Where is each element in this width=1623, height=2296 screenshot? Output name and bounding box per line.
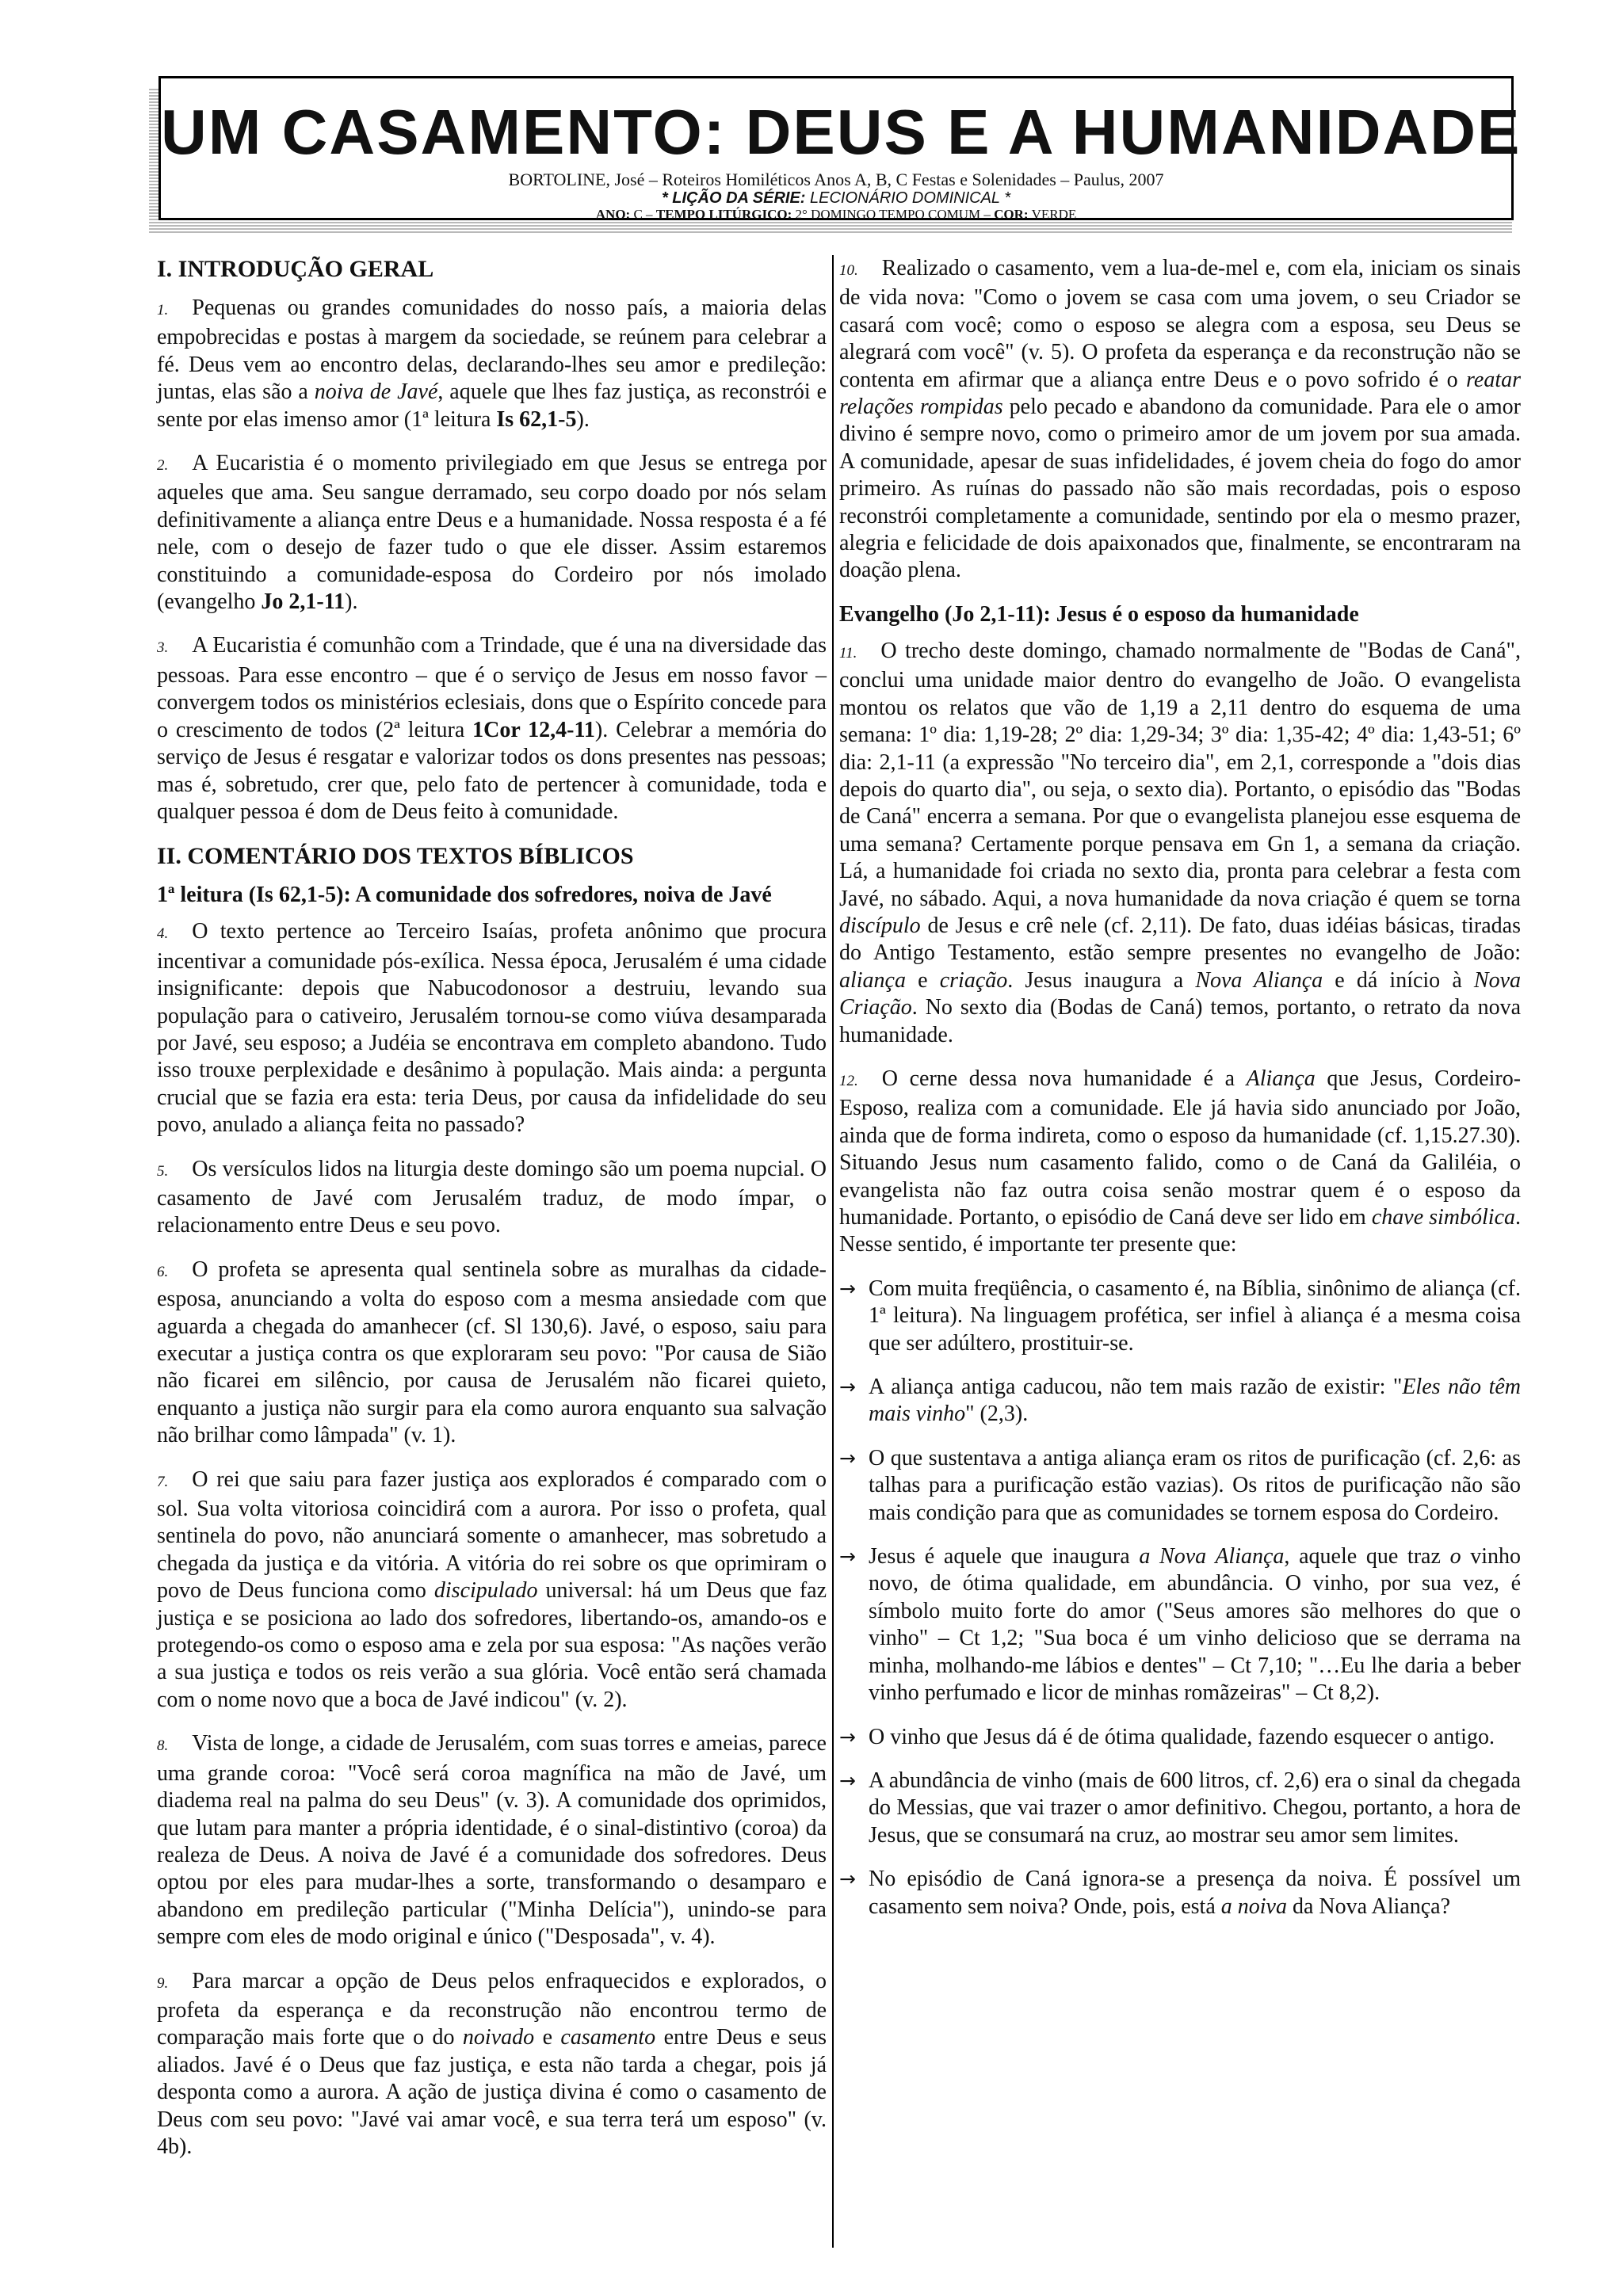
bullet-item: → O vinho que Jesus dá é de ótima qualidade, fazendo esquecer o antigo. bbox=[839, 1724, 1521, 1751]
bullet-item: → A aliança antiga caducou, não tem mais razão de existir: "Eles não têm mais vinho" (2,3). bbox=[839, 1375, 1521, 1427]
source-citation: BORTOLINE, José – Roteiros Homiléticos Anos A, B, C Festas e Solenidades – Paulus, 2007 bbox=[508, 170, 1164, 189]
paragraph-8: 8. Vista de longe, a cidade de Jerusalém, com suas torres e ameias, parece uma grande coroa: "Você será coroa magnífica na mão de Javé, um diadema real na palma do seu Deus" (v. 3). A comunidade dos oprimidos, que lutam para manter a própria identidade, é o sinal-distintivo (coroa) da realeza de Deus. A noiva de Javé é a comunidade dos sofredores. Deus optou por eles para mudar-lhes a sorte, transformando o desamparo e abandono em predileção particular ("Minha Delícia"), unindo-se para sempre com eles de modo original e único ("Desposada", v. 4). bbox=[157, 1731, 827, 1950]
paragraph-11: 11. O trecho deste domingo, chamado normalmente de "Bodas de Caná", conclui uma unidade maior dentro do evangelho de João. O evangelista montou os relatos que vão de 1,19 a 2,11 dentro do esquema de uma semana: 1º dia: 1,19-28; 2º dia: 1,29-34; 3º dia: 1,35-42; 4º dia: 1,43-51; 6º dia: 2,1-11 (a expressão "No terceiro dia", em 2,1, corresponde a "dois dias depois do quarto dia", ou seja, o sexto dia). Portanto, o episódio das "Bodas de Caná" encerra a semana. Por que o evangelista planejou esse esquema de uma semana? Certamente porque pensava em Gn 1, a semana da criação. Lá, a humanidade foi criada no sexto dia, pronta para celebrar a festa com Javé, no sábado. Aqui, a nova humanidade da nova criação é quem se torna discípulo de Jesus e crê nele (cf. 2,11). De fato, duas idéias básicas, tiradas do Antigo Testamento, estão sempre presentes no evangelho de João: aliança e criação. Jesus inaugura a Nova Aliança e dá início à Nova Criação. No sexto dia (Bodas de Caná) temos, portanto, o retrato da nova humanidade. bbox=[839, 638, 1522, 1047]
arrow-icon: → bbox=[839, 1446, 856, 1470]
arrow-icon: → bbox=[839, 1375, 856, 1399]
page-title: UM CASAMENTO: DEUS E A HUMANIDADE bbox=[161, 97, 1522, 167]
paragraph-5: 5. Os versículos lidos na liturgia deste domingo são um poema nupcial. O casamento de Javé com Jerusalém traduz, de modo ímpar, o relacionamento entre Deus e seu povo. bbox=[157, 1156, 827, 1238]
bullet-item: → O que sustentava a antiga aliança eram os ritos de purificação (cf. 2,6: as talhas para a purificação estão vazias). Os ritos de purificação não são mais condição para que as comunidades se tornem esposa do Cordeiro. bbox=[839, 1445, 1521, 1525]
header-box bbox=[158, 76, 1522, 222]
paragraph-1: 1. Pequenas ou grandes comunidades do nosso país, a maioria delas empobrecidas e postas à margem da sociedade, se reúnem para celebrar a fé. Deus vem ao encontro delas, declarando-lhes seu amor e predileção: juntas, elas são a noiva de Javé, aquele que lhes faz justiça, as reconstrói e sente por elas imenso amor (1ª leitura Is 62,1-5). bbox=[157, 296, 827, 432]
bullet-item: → Jesus é aquele que inaugura a Nova Aliança, aquele que traz o vinho novo, de ótima qualidade, em abundância. O vinho, por sua vez, é símbolo muito forte do amor ("Seus amores são melhores do que o vinho" – Ct 1,2; "Sua boca é um vinho delicioso que se derrama na minha, molhando-me lábios e dentes" – Ct 7,10; "…Eu lhe daria a beber vinho perfumado e licor de minhas romãzeiras" – Ct 8,2). bbox=[839, 1544, 1522, 1706]
paragraph-4: 4. O texto pertence ao Terceiro Isaías, profeta anônimo que procura incentivar a comunidade pós-exílica. Nessa época, Jerusalém é uma cidade insignificante: depois que Nabucodonosor a destruiu, levando sua população para o cativeiro, Jerusalém tornou-se como viúva desamparada por Javé, seu esposo; a Judéia se encontrava em completo abandono. Tudo isso trouxe perplexidade e desânimo à população. Mais ainda: a pergunta crucial que se fazia era esta: teria Deus, por causa da infidelidade do seu povo, anulado a aliança feita no passado? bbox=[157, 919, 827, 1138]
comment-heading: II. COMENTÁRIO DOS TEXTOS BÍBLICOS bbox=[157, 843, 634, 870]
intro-heading: I. INTRODUÇÃO GERAL bbox=[157, 256, 434, 282]
bullet-item: → Com muita freqüência, o casamento é, na Bíblia, sinônimo de aliança (cf. 1ª leitura). Na linguagem profética, ser infiel à aliança é a mesma coisa que ser adúltero, prostituir-se. bbox=[839, 1276, 1521, 1356]
column-divider bbox=[832, 255, 834, 2248]
arrow-icon: → bbox=[839, 1768, 856, 1792]
liturgical-info: ANO: C – TEMPO LITÚRGICO: 2° DOMINGO TEMPO COMUM – COR: VERDE bbox=[595, 207, 1077, 222]
paragraph-2: 2. A Eucaristia é o momento privilegiado em que Jesus se entrega por aqueles que ama. Seu sangue derramado, seu corpo doado por nós selam definitivamente a aliança entre Deus e a humanidade. Nossa resposta é a fé nele, com o desejo de fazer tudo o que ele disser. Assim estaremos constituindo a comunidade-esposa do Cordeiro por nós imolado (evangelho Jo 2,1-11). bbox=[157, 451, 827, 615]
arrow-icon: → bbox=[839, 1276, 856, 1300]
right-column bbox=[839, 255, 1521, 1937]
series-line: * LIÇÃO DA SÉRIE: LECIONÁRIO DOMINICAL * bbox=[661, 189, 1011, 207]
paragraph-9: 9. Para marcar a opção de Deus pelos enfraquecidos e explorados, o profeta da esperança e da reconstrução não encontrou termo de comparação mais forte que o do noivado e casamento entre Deus e seus aliados. Javé é o Deus que faz justiça, e esta não tarda a chegar, pois já desponta como a aurora. A ação de justiça divina é como o casamento de Deus com seu povo: "Javé vai amar você, e sua terra terá um esposo" (v. 4b). bbox=[157, 1968, 827, 2159]
reading1-heading: 1ª leitura (Is 62,1-5): A comunidade dos sofredores, noiva de Javé bbox=[157, 883, 772, 908]
arrow-icon: → bbox=[839, 1725, 856, 1749]
left-column bbox=[157, 255, 827, 2177]
paragraph-6: 6. O profeta se apresenta qual sentinela sobre as muralhas da cidade-esposa, anunciando a volta do esposo com a mesma ansiedade com que aguarda a chegada do amanhecer (cf. Sl 130,6). Javé, o esposo, saiu para executar a justiça contra os que exploraram seu povo: "Por causa de Sião não ficarei em silêncio, por causa de Jerusalém não ficarei quieto, enquanto a justiça não surgir para ela como aurora enquanto sua salvação não brilhar como lâmpada" (v. 1). bbox=[157, 1257, 827, 1448]
paragraph-10: 10. Realizado o casamento, vem a lua-de-mel e, com ela, iniciam os sinais de vida nova: "Como o jovem se casa com uma jovem, o seu Criador se casará com você; como o esposo se alegra com a esposa, seu Deus se alegrará com você" (v. 5). O profeta da esperança e da reconstrução não se contenta em afirmar que a aliança entre Deus e o povo sofrido é o reatar relações rompidas pelo pecado e abandono da comunidade. Para ele o amor divino é sempre novo, como o primeiro amor de um jovem por sua amada. A comunidade, apesar de suas infidelidades, é jovem cheia do fogo do amor primeiro. As ruínas do passado não são mais recordadas, pois o esposo reconstrói completamente a comunidade, sentindo por ela o mesmo prazer, alegria e felicidade de dois apaixonados que, finalmente, se encontraram na doação plena. bbox=[839, 256, 1522, 583]
bullet-item: → No episódio de Caná ignora-se a presença da noiva. É possível um casamento sem noiva? Onde, pois, está a noiva da Nova Aliança? bbox=[839, 1867, 1521, 1919]
bullet-item: → A abundância de vinho (mais de 600 litros, cf. 2,6) era o sinal da chegada do Messias, que vai trazer o amor definitivo. Chegou, portanto, a hora de Jesus, que se consumará na cruz, ao mostrar seu amor sem limites. bbox=[839, 1768, 1521, 1848]
paragraph-3: 3. A Eucaristia é comunhão com a Trindade, que é una na diversidade das pessoas. Para esse encontro – que é o serviço de Jesus em nosso favor – convergem todos os ministérios eclesiais, dons que o Espírito concede para o crescimento de todos (2ª leitura 1Cor 12,4-11). Celebrar a memória do serviço de Jesus é resgatar e valorizar todos os dons presentes nas pessoas; mas é, sobretudo, crer que, pelo fato de pertencer à comunidade, toda e qualquer pessoa é dom de Deus feito à comunidade. bbox=[157, 633, 827, 824]
gospel-heading: Evangelho (Jo 2,1-11): Jesus é o esposo da humanidade bbox=[839, 601, 1359, 627]
arrow-icon: → bbox=[839, 1867, 856, 1891]
arrow-icon: → bbox=[839, 1545, 856, 1569]
paragraph-7: 7. O rei que saiu para fazer justiça aos explorados é comparado com o sol. Sua volta vitoriosa coincidirá com a aurora. Por isso o profeta, qual sentinela do povo, não anunciará somente o amanhecer, mas sobretudo a chegada da justiça e da vitória. A vitória do rei sobre os que oprimiram o povo de Deus funciona como discipulado universal: há um Deus que faz justiça e se posiciona ao lado dos sofredores, libertando-os, amando-os e protegendo-os como o esposo ama e zela por sua esposa: "As nações verão a sua justiça e todos os reis verão a sua glória. Você então será chamada com o nome novo que a boca de Javé indicou" (v. 2). bbox=[157, 1466, 827, 1712]
paragraph-12: 12. O cerne dessa nova humanidade é a Aliança que Jesus, Cordeiro-Esposo, realiza com a comunidade. Ele já havia sido anunciado por João, ainda que de forma indireta, como o esposo da humanidade (cf. 1,15.27.30). Situando Jesus num casamento falido, como o de Caná da Galiléia, o evangelista não faz outra coisa senão mostrar quem é o esposo da humanidade. Portanto, o episódio de Caná deve ser lido em chave simbólica. Nesse sentido, é importante ter presente que: bbox=[839, 1066, 1522, 1257]
